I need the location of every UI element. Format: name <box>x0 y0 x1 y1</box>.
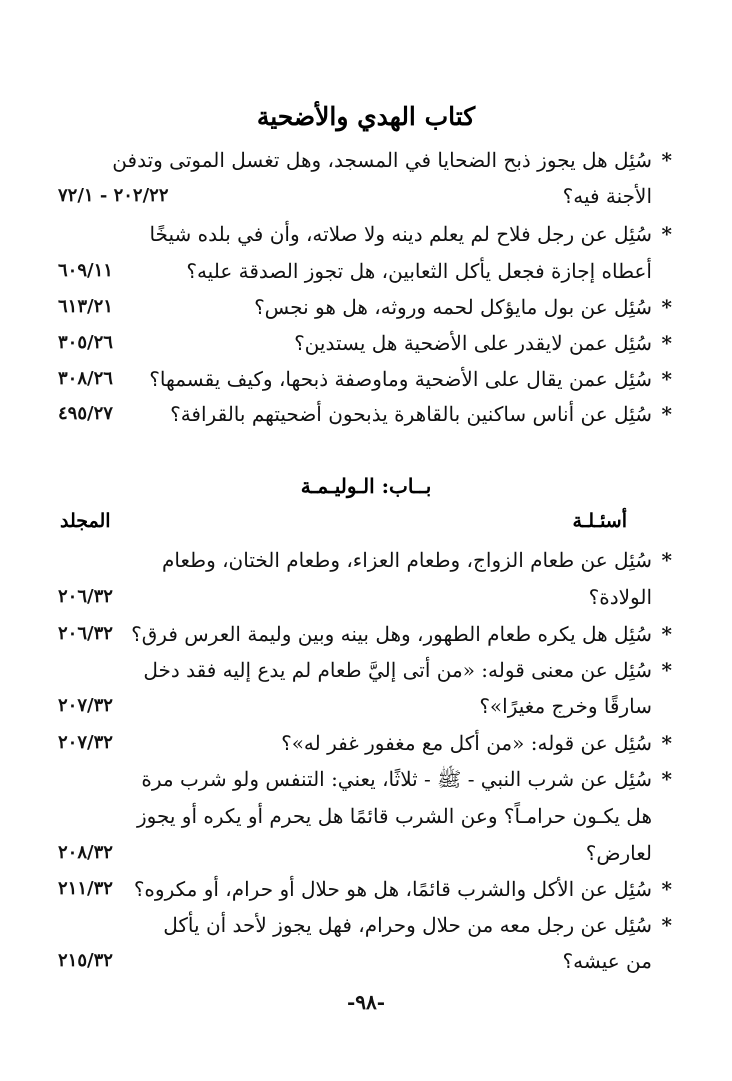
section-title: بــاب: الـوليـمـة <box>300 474 432 498</box>
volume-reference: ٢١٥/٣٢ <box>58 950 113 971</box>
volume-reference: ٦٠٩/١١ <box>58 260 113 281</box>
page-number: -٩٨- <box>346 990 386 1014</box>
chapter-title: كتاب الهدي والأضحية <box>256 102 476 131</box>
question-line: *سُئِل هل يجوز ذبح الضحايا في المسجد، وهل تغسل الموتى وتدفن <box>207 145 672 175</box>
bullet-star: * <box>661 295 672 319</box>
question-line: أعطاه إجازة فجعل يأكل الثعابين، هل تجوز الصدقة عليه؟ <box>186 259 652 283</box>
bullet-star: * <box>661 913 672 937</box>
question-line: *سُئِل عن الأكل والشرب قائمًا، هل هو حلال أو حرام، أو مكروه؟ <box>207 874 672 904</box>
volume-reference: ٦١٣/٢١ <box>58 296 113 317</box>
question-line: *سُئِل عن طعام الزواج، وطعام العزاء، وطعام الختان، وطعام <box>207 545 672 575</box>
bullet-star: * <box>661 731 672 755</box>
question-line: من عيشه؟ <box>562 949 652 973</box>
question-line: *سُئِل عمن يقال على الأضحية وماوصفة ذبحها، وكيف يقسمها؟ <box>207 364 672 394</box>
volume-reference: ٤٩٥/٢٧ <box>58 403 113 424</box>
question-line: *سُئِل عن شرب النبي - ﷺ - ثلاثًا، يعني: التنفس ولو شرب مرة <box>207 764 672 794</box>
volume-reference: ٢٠٨/٣٢ <box>58 842 113 863</box>
bullet-star: * <box>661 402 672 426</box>
question-line: *سُئِل عن رجل فلاح لم يعلم دينه ولا صلاته، وأن في بلده شيخًا <box>207 219 672 249</box>
volume-reference: ٢٠٢/٢٢ - ٧٢/١ <box>58 185 169 206</box>
question-line: *سُئِل عمن لايقدر على الأضحية هل يستدين؟ <box>207 328 672 358</box>
question-line: سارقًا وخرج مغيرًا»؟ <box>479 694 652 718</box>
volume-reference: ٢٠٧/٣٢ <box>58 695 113 716</box>
question-line: الأجنة فيه؟ <box>562 184 652 208</box>
question-line: *سُئِل عن رجل معه من حلال وحرام، فهل يجوز لأحد أن يأكل <box>207 910 672 940</box>
volume-reference: ٢٠٦/٣٢ <box>58 586 113 607</box>
question-line: *سُئِل عن بول مايؤكل لحمه وروثه، هل هو نجس؟ <box>207 292 672 322</box>
bullet-star: * <box>661 331 672 355</box>
question-line: *سُئِل هل يكره طعام الطهور، وهل بينه وبين وليمة العرس فرق؟ <box>207 619 672 649</box>
volume-reference: ٢٠٦/٣٢ <box>58 623 113 644</box>
bullet-star: * <box>661 148 672 172</box>
bullet-star: * <box>661 548 672 572</box>
volume-reference: ٣٠٥/٢٦ <box>58 332 113 353</box>
volume-reference: ٣٠٨/٢٦ <box>58 368 113 389</box>
question-line: *سُئِل عن أناس ساكنين بالقاهرة يذبحون أضحيتهم بالقرافة؟ <box>207 399 672 429</box>
question-line: هل يكـون حرامـاً؟ وعن الشرب قائمًا هل يحرم أو يكره أو يجوز <box>136 804 652 828</box>
bullet-star: * <box>661 222 672 246</box>
bullet-star: * <box>661 622 672 646</box>
question-line: *سُئِل عن قوله: «من أكل مع مغفور غفر له»؟ <box>207 728 672 758</box>
bullet-star: * <box>661 767 672 791</box>
bullet-star: * <box>661 367 672 391</box>
volume-column-header: المجلد <box>60 510 111 532</box>
questions-column-header: أسئـلـة <box>572 510 627 532</box>
bullet-star: * <box>661 877 672 901</box>
question-line: *سُئِل عن معنى قوله: «من أتى إليَّ طعام لم يدع إليه فقد دخل <box>207 655 672 685</box>
question-line: الولادة؟ <box>588 585 652 609</box>
volume-reference: ٢٠٧/٣٢ <box>58 732 113 753</box>
bullet-star: * <box>661 658 672 682</box>
question-line: لعارض؟ <box>585 841 652 865</box>
volume-reference: ٢١١/٣٢ <box>58 878 113 899</box>
